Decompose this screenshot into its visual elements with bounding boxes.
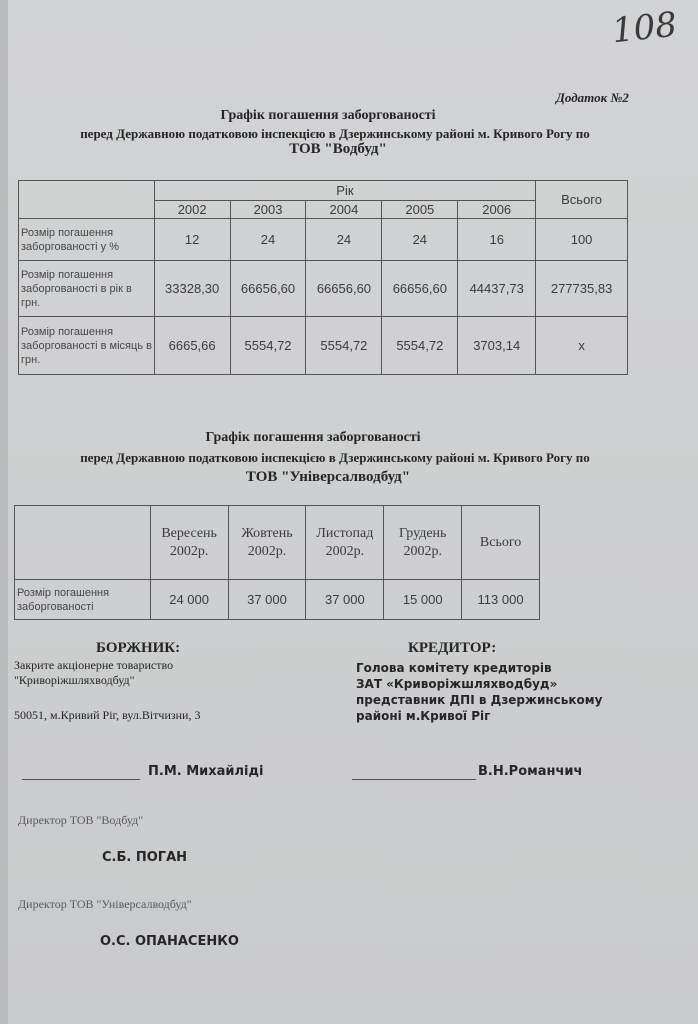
schedule2-title: Графік погашення заборгованості (205, 430, 421, 445)
table-cell: 24 (382, 219, 458, 261)
schedule2-subtitle: перед Державною податковою інспекцією в Дзержинському районі м. Кривого Рогу по (80, 450, 590, 465)
table-cell: 12 (154, 219, 230, 261)
month-header: Вересень 2002р. (150, 506, 228, 580)
table-cell: 24 (230, 219, 306, 261)
table-cell: 66656,60 (230, 261, 306, 317)
schedule1-subtitle: перед Державною податковою інспекцією в Дзержинському районі м. Кривого Рогу по (80, 126, 590, 141)
schedule1-table (18, 180, 628, 375)
creditor-details (356, 660, 656, 724)
table-cell: 5554,72 (230, 317, 306, 375)
table-cell: 37 000 (306, 580, 384, 620)
schedule2-table (14, 505, 540, 620)
table-cell: 66656,60 (382, 261, 458, 317)
creditor-signatory: В.Н.Романчич (478, 764, 583, 779)
creditor-header: КРЕДИТОР: (408, 640, 497, 656)
table-cell: 277735,83 (536, 261, 628, 317)
table-cell: 66656,60 (306, 261, 382, 317)
table-corner-cell (15, 506, 151, 580)
schedule1-title: Графік погашення заборгованості (220, 108, 436, 123)
total-header: Всього (462, 506, 540, 580)
table-cell: 15 000 (384, 580, 462, 620)
month-header: Листопад 2002р. (306, 506, 384, 580)
table-cell: 33328,30 (154, 261, 230, 317)
handwritten-page-number: 108 (610, 4, 679, 52)
creditor-signature-line (352, 767, 476, 780)
year-cell: 2002 (154, 201, 230, 219)
row-label: Розмір погашення заборгованості у % (19, 219, 155, 261)
total-header: Всього (536, 181, 628, 219)
table-cell: x (536, 317, 628, 375)
director-b-name: О.С. ОПАНАСЕНКО (100, 934, 239, 949)
debtor-signatory: П.М. Михайліді (148, 764, 264, 779)
table-cell: 24 (306, 219, 382, 261)
debtor-header: БОРЖНИК: (96, 640, 181, 656)
table-cell: 100 (536, 219, 628, 261)
creditor-line: ЗАТ «Криворіжшляхводбуд» (356, 677, 558, 691)
table-row (19, 261, 628, 317)
table-cell: 44437,73 (458, 261, 536, 317)
table-corner-cell (19, 181, 155, 219)
creditor-line: районі м.Кривої Ріг (356, 709, 491, 723)
year-cell: 2004 (306, 201, 382, 219)
table-cell: 5554,72 (382, 317, 458, 375)
debtor-company-name: "Криворіжшляхводбуд" (14, 673, 135, 687)
month-header: Жовтень 2002р. (228, 506, 306, 580)
director-a-title: Директор ТОВ "Водбуд" (18, 813, 144, 827)
year-cell: 2006 (458, 201, 536, 219)
year-cell: 2005 (382, 201, 458, 219)
row-label: Розмір погашення заборгованості в рік в грн. (19, 261, 155, 317)
table-cell: 37 000 (228, 580, 306, 620)
schedule1-company: ТОВ "Водбуд" (289, 141, 387, 157)
debtor-signature-line (22, 767, 140, 780)
year-cell: 2003 (230, 201, 306, 219)
table-cell: 5554,72 (306, 317, 382, 375)
month-header: Грудень 2002р. (384, 506, 462, 580)
table-cell: 24 000 (150, 580, 228, 620)
table-cell: 113 000 (462, 580, 540, 620)
debtor-company-type: Закрите акціонерне товариство (14, 658, 174, 672)
addendum-label: Додаток №2 (556, 90, 629, 105)
debtor-address: 50051, м.Кривий Ріг, вул.Вітчизни, 3 (14, 708, 201, 722)
table-cell: 6665,66 (154, 317, 230, 375)
table-cell: 16 (458, 219, 536, 261)
year-header: Рік (154, 181, 535, 201)
director-a-name: С.Б. ПОГАН (102, 850, 188, 865)
table-cell: 3703,14 (458, 317, 536, 375)
row-label: Розмір погашення заборгованості (15, 580, 151, 620)
creditor-line: представник ДПІ в Дзержинському (356, 693, 603, 707)
director-b-title: Директор ТОВ "Універсалводбуд" (18, 897, 192, 911)
row-label: Розмір погашення заборгованості в місяць в грн. (19, 317, 155, 375)
table-row (15, 580, 540, 620)
creditor-line: Голова комітету кредиторів (356, 661, 552, 675)
schedule2-company: ТОВ "Універсалводбуд" (245, 469, 411, 485)
table-row (19, 219, 628, 261)
document-page (8, 0, 698, 1024)
table-row (19, 317, 628, 375)
